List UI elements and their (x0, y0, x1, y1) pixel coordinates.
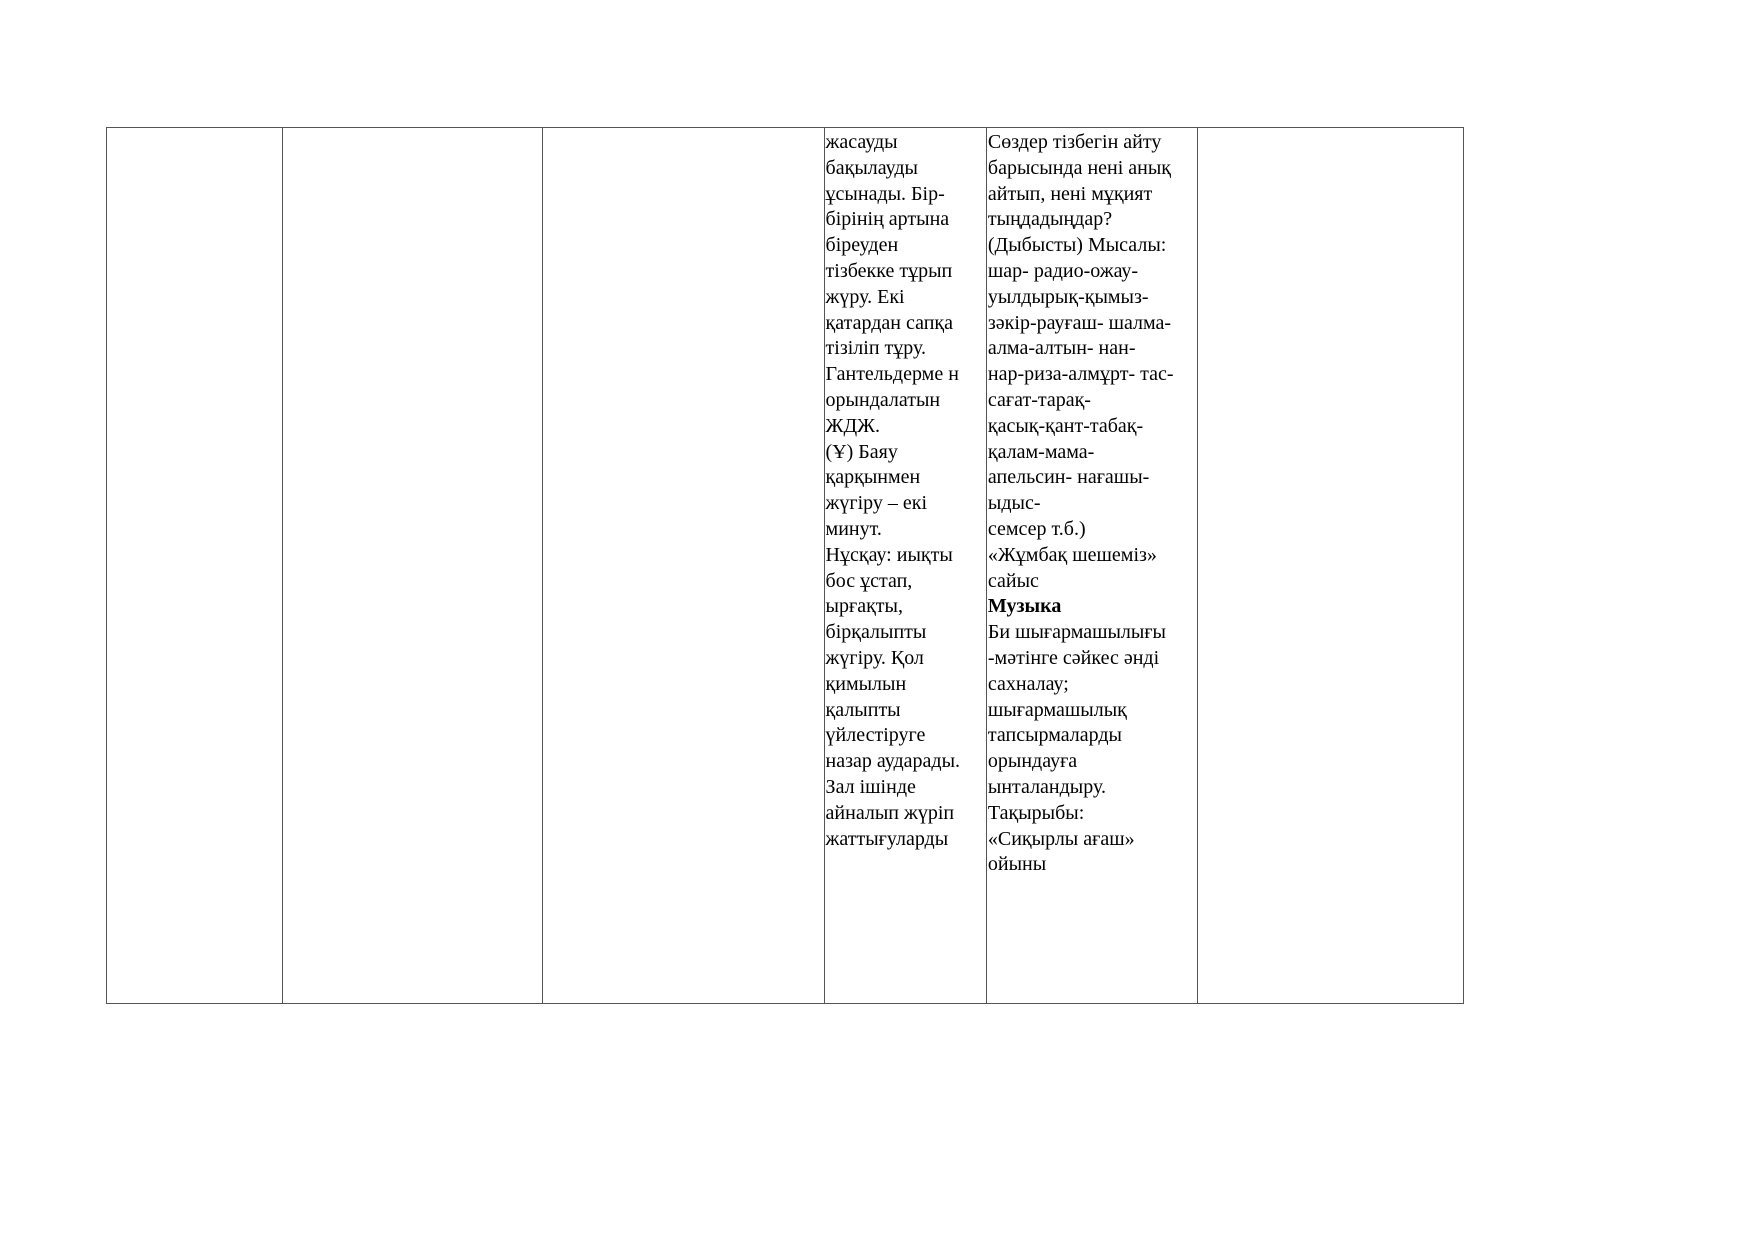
text-line: қатардан сапқа (825, 311, 954, 334)
text-line: қалыпты (825, 698, 901, 721)
text-line: қасық-қант-табақ- (987, 414, 1144, 437)
text-line: уылдырық-қымыз- (987, 285, 1149, 308)
text-line: шар- радио-ожау- (987, 259, 1139, 282)
text-line: тізіліп тұру. (825, 337, 927, 360)
text-line: біреуден (825, 234, 899, 257)
text-line: ЖДЖ. (825, 414, 881, 437)
text-line: назар аударады. (825, 750, 961, 773)
activity-text (987, 128, 1197, 878)
text-line: жасауды (825, 131, 898, 153)
text-line: «Сиқырлы ағаш» (987, 827, 1135, 850)
text-line: Гантельдерме н (825, 363, 959, 386)
text-line: ойыны (987, 853, 1047, 876)
text-line: жүру. Екі (825, 285, 905, 308)
text-line: айналып жүріп (825, 801, 955, 824)
text-line: қимылын (825, 672, 907, 695)
text-line: Тақырыбы: (987, 801, 1085, 824)
text-line: жаттығуларды (825, 827, 949, 850)
text-line: бірінің артына (825, 208, 950, 231)
text-line: тыңдадыңдар? (987, 208, 1113, 231)
text-line: тапсырмаларды (987, 724, 1122, 747)
text-line: бос ұстап, (825, 569, 913, 592)
text-line: апельсин- нағашы- (987, 466, 1150, 489)
text-line: ырғақты, (825, 595, 903, 618)
text-line: Би шығармашылығы (987, 621, 1166, 644)
table-cell-col1 (107, 128, 283, 1004)
text-line: Нұсқау: иықты (825, 543, 953, 566)
text-line: Зал ішінде (825, 775, 916, 798)
text-line: орындалатын (825, 388, 941, 411)
text-line: (Дыбысты) Мысалы: (987, 234, 1167, 257)
text-line: алма-алтын- нан- (987, 337, 1136, 360)
text-line: айтып, нені мұқият (987, 182, 1153, 205)
text-line: «Жұмбақ шешеміз» (987, 543, 1157, 566)
text-line: минут. (825, 517, 882, 540)
text-line: шығармашылық (987, 698, 1127, 721)
text-line: барысында нені анық (987, 156, 1172, 179)
table-cell-col2 (283, 128, 543, 1004)
text-line: бірқалыпты (825, 621, 927, 644)
table-cell-col3 (542, 128, 824, 1004)
table-cell-col5 (986, 128, 1197, 1004)
text-line: сахналау; (987, 672, 1069, 695)
text-line: Сөздер тізбегін айту (987, 131, 1162, 153)
text-line: ұсынады. Бір- (825, 182, 945, 205)
text-line: жүгіру. Қол (825, 646, 924, 669)
table-row (107, 128, 1464, 1004)
text-line: сайыс (987, 569, 1039, 592)
section-heading: Музыка (987, 595, 1062, 618)
text-line: ыдыс- (987, 492, 1041, 515)
text-line: жүгіру – екі (825, 492, 928, 515)
table-cell-col6 (1198, 128, 1464, 1004)
text-line: орындауға (987, 750, 1078, 773)
text-line: бақылауды (825, 156, 918, 179)
text-line: үйлестіруге (825, 724, 926, 747)
text-line: қалам-мама- (987, 440, 1095, 463)
text-line: (Ұ) Баяу (825, 440, 898, 463)
text-line: зәкір-рауғаш- шалма- (987, 311, 1172, 334)
text-line: сағат-тарақ- (987, 388, 1091, 411)
lesson-plan-table (106, 127, 1464, 1004)
activity-text (825, 128, 986, 852)
text-line: қарқынмен (825, 466, 921, 489)
text-line: тізбекке тұрып (825, 259, 953, 282)
text-line: семсер т.б.) (987, 517, 1086, 540)
text-line: нар-риза-алмұрт- тас- (987, 363, 1174, 386)
text-line: -мәтінге сәйкес әнді (987, 646, 1160, 669)
table-cell-col4 (824, 128, 986, 1004)
text-line: ынталандыру. (987, 775, 1106, 798)
